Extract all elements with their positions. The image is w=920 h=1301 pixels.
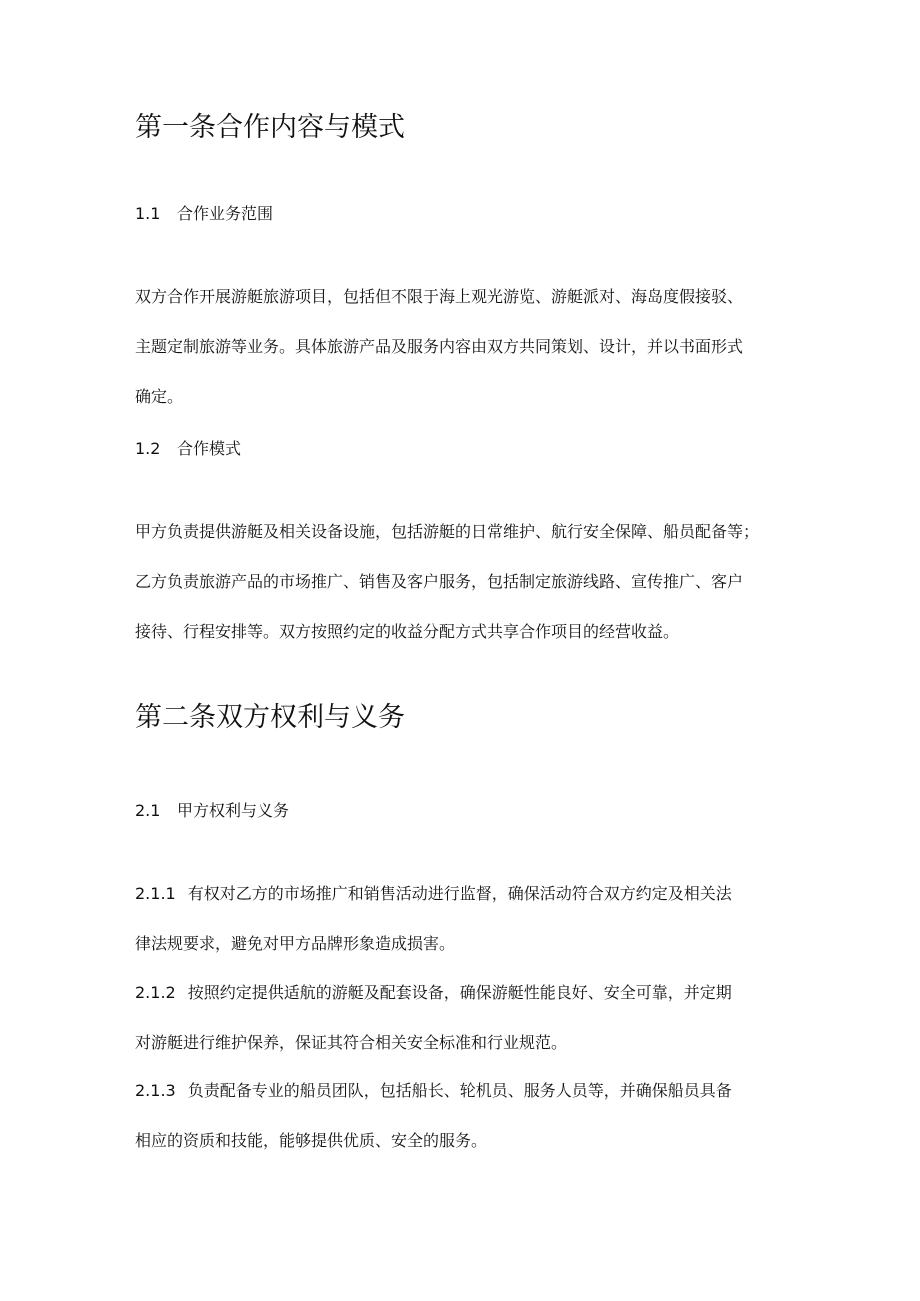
section-title: 合作业务范围 — [177, 204, 274, 223]
paragraph-line: 甲方负责提供游艇及相关设备设施，包括游艇的日常维护、航行安全保障、船员配备等； — [135, 522, 760, 541]
clause-line: 对游艇进行维护保养，保证其符合相关安全标准和行业规范。 — [135, 1033, 568, 1052]
paragraph-line: 主题定制旅游等业务。具体旅游产品及服务内容由双方共同策划、设计，并以书面形式 — [135, 337, 744, 356]
section-1-1-paragraph — [135, 272, 785, 422]
clause-number: 2.1.2 — [135, 983, 176, 1002]
clause-2-1-3 — [135, 1066, 785, 1166]
section-1-2-heading — [135, 437, 241, 461]
article-2-heading: 第二条双方权利与义务 — [135, 702, 405, 733]
section-1-2-paragraph — [135, 507, 785, 657]
clause-text: 有权对乙方的市场推广和销售活动进行监督，确保活动符合双方约定及相关法 — [187, 884, 732, 903]
clause-text: 负责配备专业的船员团队，包括船长、轮机员、服务人员等，并确保船员具备 — [187, 1081, 732, 1100]
clause-text: 按照约定提供适航的游艇及配套设备，确保游艇性能良好、安全可靠，并定期 — [187, 983, 732, 1002]
section-number: 1.2 — [135, 439, 161, 458]
clause-line — [135, 1066, 785, 1116]
paragraph-line: 双方合作开展游艇旅游项目，包括但不限于海上观光游览、游艇派对、海岛度假接驳、 — [135, 287, 744, 306]
clause-line: 律法规要求，避免对甲方品牌形象造成损害。 — [135, 934, 456, 953]
section-number: 1.1 — [135, 204, 161, 223]
paragraph-line: 乙方负责旅游产品的市场推广、销售及客户服务，包括制定旅游线路、宣传推广、客户 — [135, 572, 744, 591]
clause-number: 2.1.1 — [135, 884, 176, 903]
section-title: 甲方权利与义务 — [177, 801, 290, 820]
section-2-1-heading — [135, 799, 289, 823]
clause-2-1-2 — [135, 968, 785, 1068]
paragraph-line: 接待、行程安排等。双方按照约定的收益分配方式共享合作项目的经营收益。 — [135, 622, 680, 641]
article-1-heading: 第一条合作内容与模式 — [135, 112, 405, 143]
clause-line — [135, 968, 785, 1018]
section-title: 合作模式 — [177, 439, 242, 458]
clause-line: 相应的资质和技能，能够提供优质、安全的服务。 — [135, 1131, 488, 1150]
clause-number: 2.1.3 — [135, 1081, 176, 1100]
paragraph-line: 确定。 — [135, 387, 184, 406]
section-number: 2.1 — [135, 801, 161, 820]
section-1-1-heading — [135, 202, 273, 226]
clause-2-1-1 — [135, 869, 785, 969]
clause-line — [135, 869, 785, 919]
